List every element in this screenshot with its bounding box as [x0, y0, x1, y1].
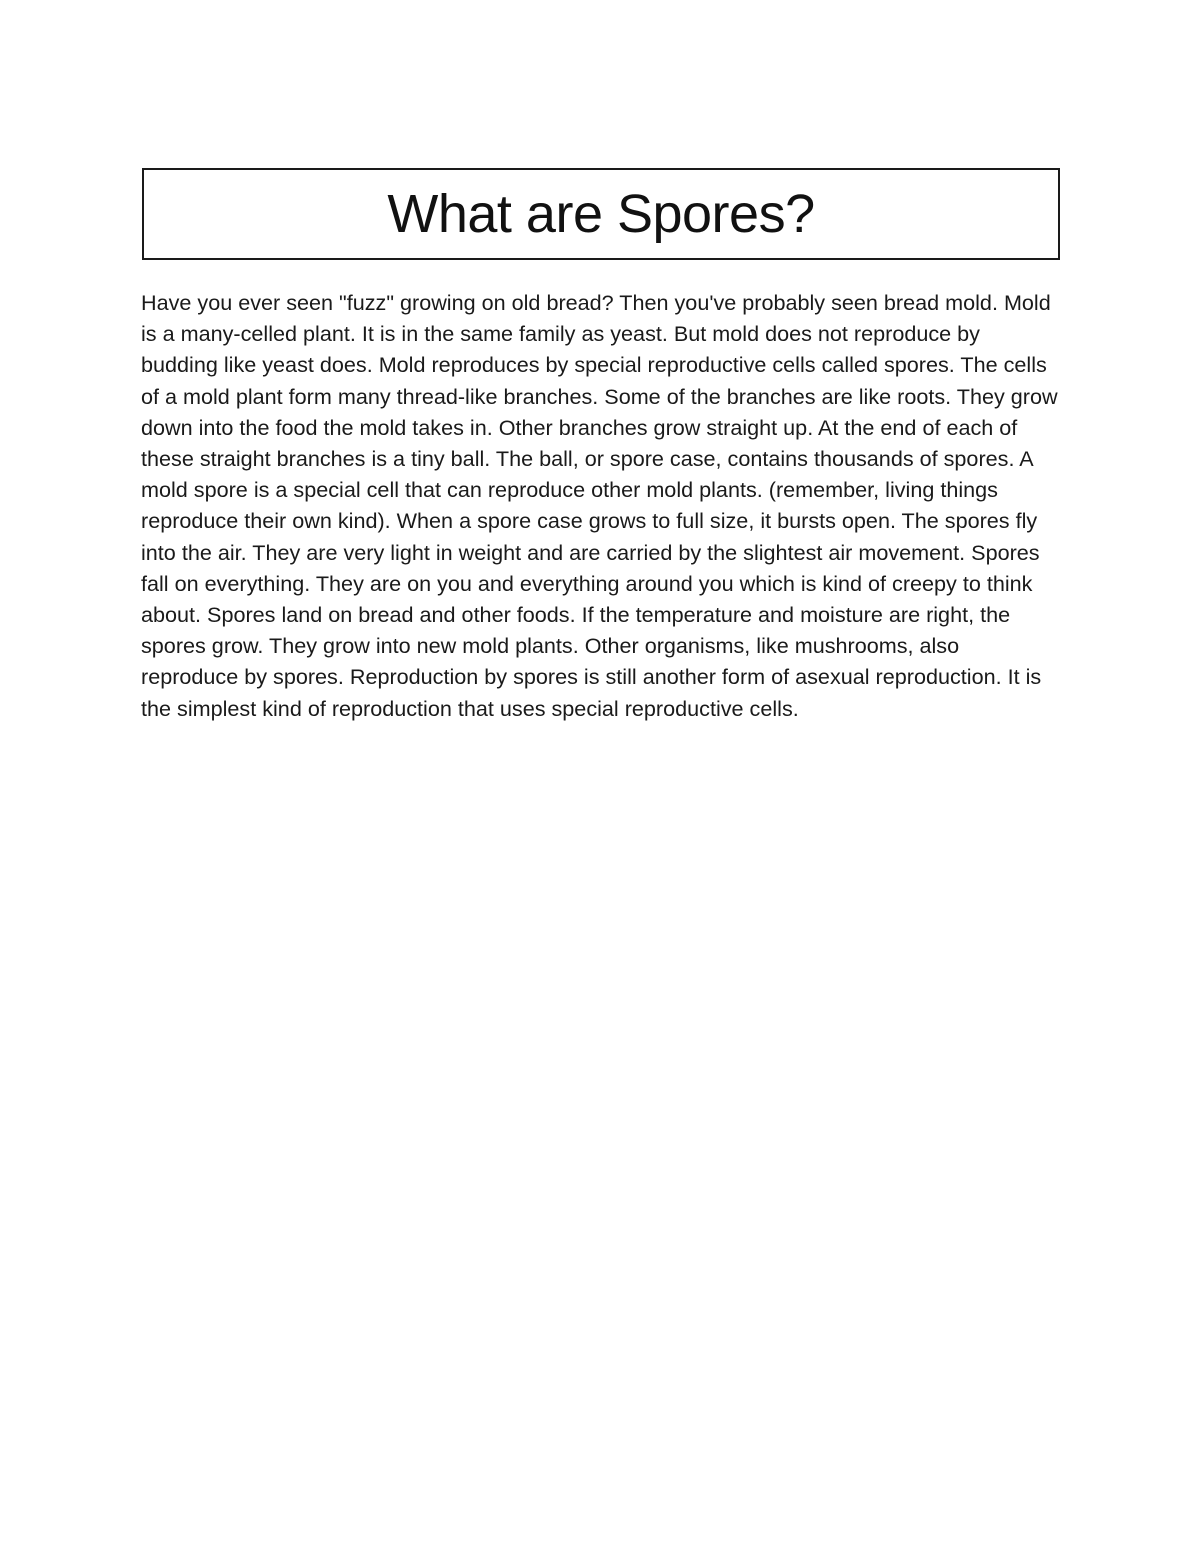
title-box [142, 168, 1060, 260]
body-paragraph: Have you ever seen "fuzz" growing on old bread? Then you've probably seen bread mold. Mold is a many-celled plant. It is in the same family as yeast. But mold does not reproduce by budding like yeast does. Mold reproduces by special reproductive cells called spores. The cells of a mold plant form many thread-like branches. Some of the branches are like roots. They grow down into the food the mold takes in. Other branches grow straight up. At the end of each of these straight branches is a tiny ball. The ball, or spore case, contains thousands of spores. A mold spore is a special cell that can reproduce other mold plants. (remember, living things reproduce their own kind). When a spore case grows to full size, it bursts open. The spores fly into the air. They are very light in weight and are carried by the slightest air movement. Spores fall on everything. They are on you and everything around you which is kind of creepy to think about. Spores land on bread and other foods. If the temperature and moisture are right, the spores grow. They grow into new mold plants. Other organisms, like mushrooms, also reproduce by spores. Reproduction by spores is still another form of asexual reproduction. It is the simplest kind of reproduction that uses special reproductive cells. [141, 290, 1058, 721]
page-title: What are Spores? [387, 184, 815, 244]
